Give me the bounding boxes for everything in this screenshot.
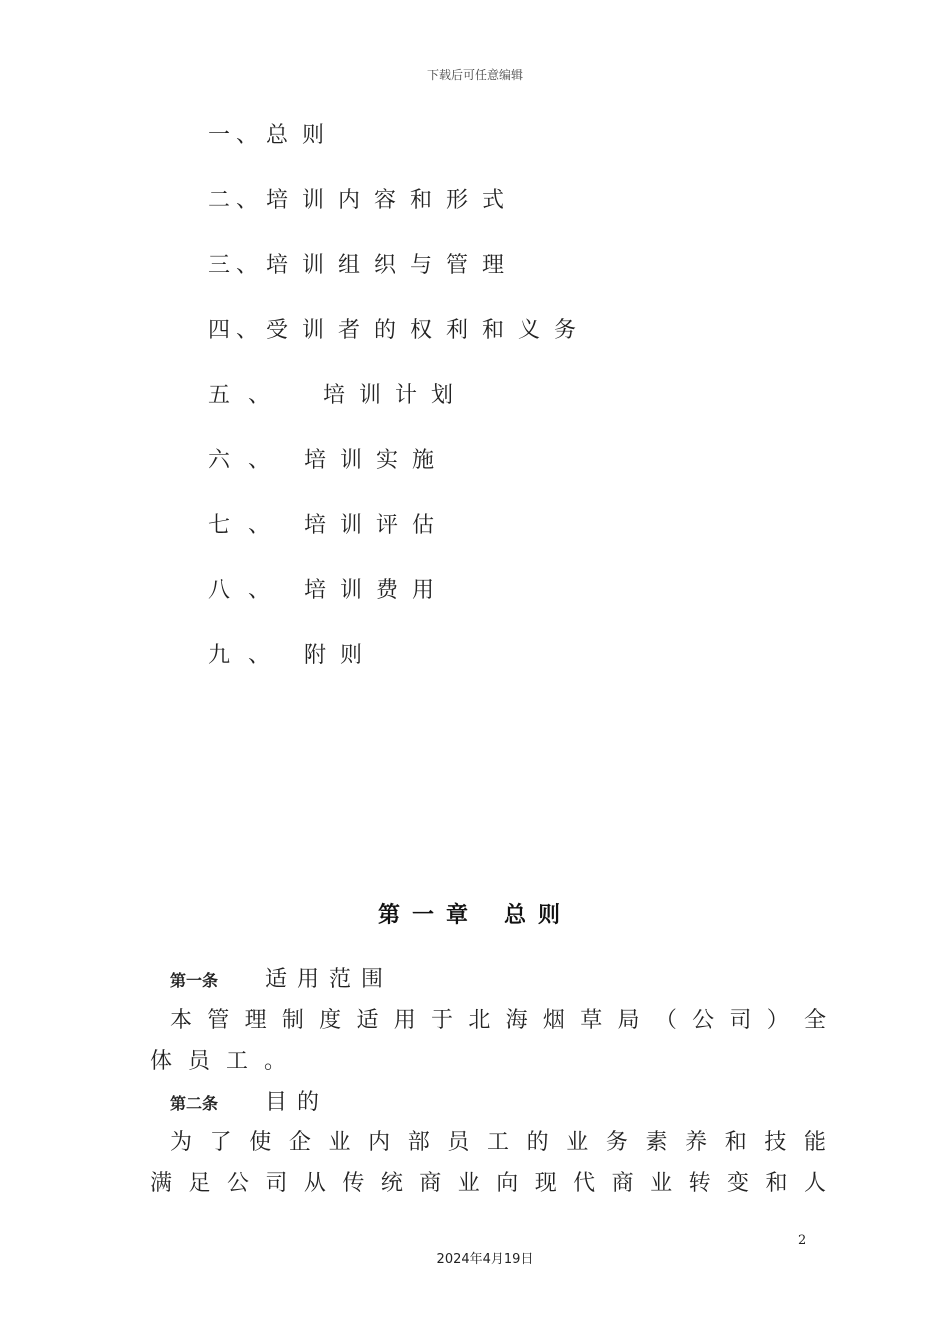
toc-item-number: 六、: [208, 448, 289, 473]
article-label: 第二条: [170, 1094, 219, 1113]
article-title: 适用范围: [265, 967, 394, 992]
toc-item-number: 二、: [208, 188, 265, 213]
article-heading: [170, 962, 393, 993]
toc-item-title: 培训内容和形式: [266, 188, 519, 213]
page-number: 2: [798, 1233, 807, 1248]
toc-item-title: 培训计划: [323, 383, 468, 408]
footer-date: 2024年4月19日: [436, 1252, 534, 1267]
chapter-number: 第一章: [377, 903, 480, 928]
toc-item-number: 九、: [208, 643, 289, 668]
toc-item-title: 附则: [304, 643, 377, 668]
toc-item: [208, 183, 518, 219]
toc-item: [208, 313, 590, 349]
toc-item: [208, 443, 448, 479]
toc-item-title: 培训费用: [304, 578, 449, 603]
article-title: 目的: [265, 1090, 330, 1115]
paragraph-line: 为了使企业内部员工的业务素养和技能: [170, 1130, 826, 1155]
chapter-heading: 总则: [504, 903, 573, 928]
paragraph-line: 满足公司从传统商业向现代商业转变和人: [150, 1171, 826, 1196]
toc-item-title: 培训评估: [304, 513, 449, 538]
toc-item-title: 受训者的权利和义务: [266, 318, 591, 343]
paragraph-line: 本管理制度适用于北海烟草局（公司）全: [170, 1008, 826, 1033]
toc-item-number: 一、: [208, 123, 265, 148]
toc-item: [208, 378, 467, 414]
toc-item-title: 培训实施: [304, 448, 449, 473]
toc-item-title: 培训组织与管理: [266, 253, 519, 278]
toc-item-number: 三、: [208, 253, 265, 278]
toc-item-number: 七、: [208, 513, 289, 538]
paragraph-line: 体员工。: [150, 1049, 303, 1074]
toc-item: [208, 508, 448, 544]
toc-item: [208, 248, 518, 284]
toc-item-number: 四、: [208, 318, 265, 343]
article-heading: [170, 1085, 329, 1116]
toc-item-number: 八、: [208, 578, 289, 603]
toc-item: [208, 638, 376, 674]
toc-item-number: 五、: [208, 383, 289, 408]
toc-item-title: 总则: [266, 123, 339, 148]
toc-item: [208, 573, 448, 609]
article-label: 第一条: [170, 971, 219, 990]
toc-item: [208, 118, 338, 154]
chapter-title: [0, 898, 950, 929]
header-note: 下载后可任意编辑: [426, 68, 523, 82]
